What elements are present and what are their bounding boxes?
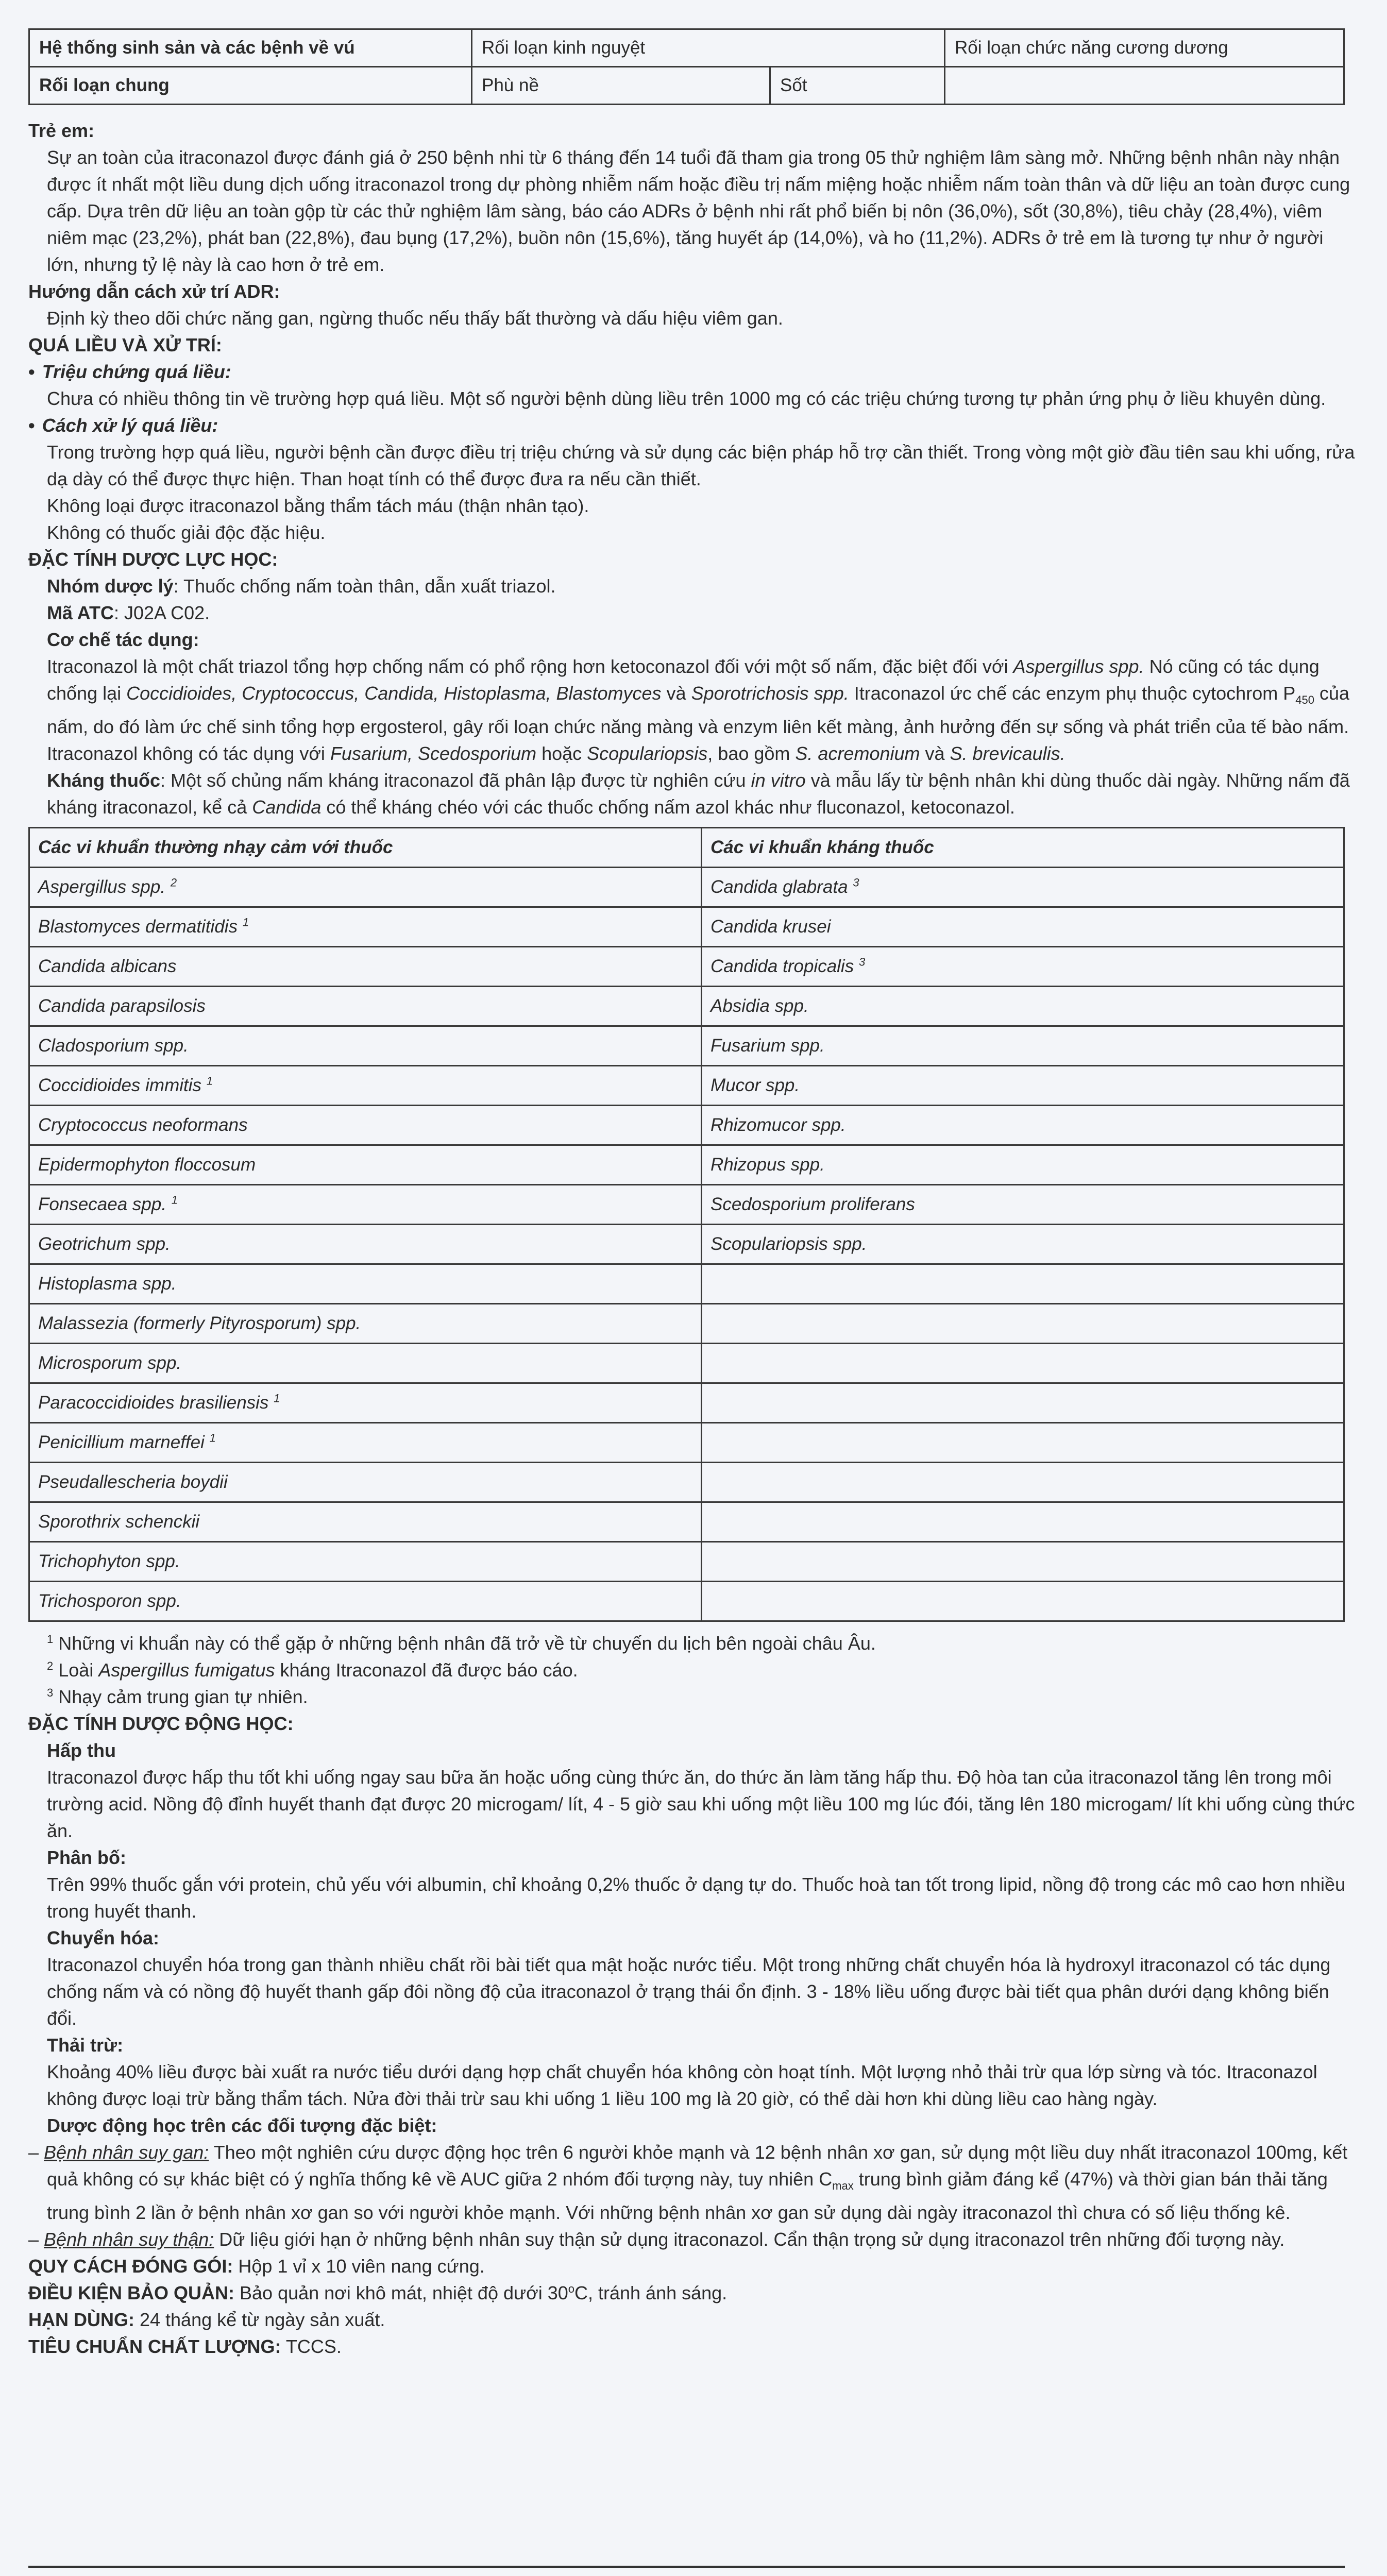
absorption-heading: Hấp thu	[47, 1740, 116, 1761]
organism-name: Fonsecaea spp.	[38, 1194, 167, 1215]
spectrum-table	[28, 827, 1345, 1622]
footnote-2	[28, 1657, 1360, 1684]
resistant-organism-cell	[702, 1185, 1344, 1225]
resistant-organism-cell	[702, 868, 1344, 907]
resistant-organism-cell	[702, 907, 1344, 947]
table-row	[29, 1542, 1344, 1582]
spectrum-table-body	[29, 868, 1344, 1621]
sensitive-organism-cell	[29, 1542, 702, 1582]
footnote-text: Những vi khuẩn này có thể gặp ở những bệnh nhân đã trở về từ chuyến du lịch bên ngoài châu Âu.	[58, 1633, 876, 1654]
footnote-text: Nhạy cảm trung gian tự nhiên.	[58, 1686, 308, 1708]
text-span: Sporotrichosis spp.	[691, 683, 849, 704]
storage-text: Bảo quản nơi khô mát, nhiệt độ dưới 30	[234, 2282, 568, 2304]
resistant-organism-cell	[702, 987, 1344, 1026]
text-span: , bao gồm	[707, 743, 796, 765]
organism-name: Cladosporium spp.	[38, 1036, 189, 1056]
pharmacodynamics-heading: ĐẶC TÍNH DƯỢC LỰC HỌC:	[28, 549, 278, 570]
organism-name: Candida albicans	[38, 956, 177, 977]
liver-impairment-text	[28, 2139, 1360, 2226]
standard-label: TIÊU CHUẨN CHẤT LƯỢNG:	[28, 2336, 281, 2358]
table-row	[29, 1344, 1344, 1383]
footnote-3	[28, 1684, 1360, 1710]
effect-cell: Phù nề	[472, 67, 770, 105]
resistant-organism-cell	[702, 1106, 1344, 1145]
packaging-text: Hộp 1 vỉ x 10 viên nang cứng.	[233, 2256, 485, 2277]
sensitive-organism-cell	[29, 1502, 702, 1542]
organism-name: Histoplasma spp.	[38, 1274, 177, 1294]
organism-name: Microsporum spp.	[38, 1353, 182, 1374]
text-span: và	[661, 683, 691, 704]
table-header-row	[29, 828, 1344, 868]
text-span: Theo một nghiên cứu dược động học trên 6 người khỏe mạnh và 12 bệnh nhân xơ gan, sử dụng một liều duy nhất itraconazol 100mg, kết quả không có sự khác biệt có ý nghĩa thống kê về AUC giữa 2 nhóm đối tượng này, tuy nhiên C	[47, 2142, 1348, 2190]
organism-name: Mucor spp.	[711, 1075, 800, 1096]
column-header-resistant: Các vi khuẩn kháng thuốc	[702, 828, 1344, 868]
atc-label: Mã ATC	[47, 602, 114, 623]
table-row	[29, 868, 1344, 907]
resistant-organism-cell	[702, 947, 1344, 987]
text-span: Nó cũng có tác dụng chống lại	[47, 656, 1320, 704]
table-row	[29, 1582, 1344, 1621]
organism-name: Aspergillus spp.	[38, 877, 166, 897]
text-span: in vitro	[751, 770, 806, 791]
footnote-text: kháng Itraconazol đã được báo cáo.	[275, 1659, 578, 1681]
overdose-line: Không có thuốc giải độc đặc hiệu.	[47, 522, 326, 543]
sensitive-organism-cell	[29, 1383, 702, 1423]
resistance-text	[28, 767, 1360, 821]
resistant-organism-cell	[702, 1145, 1344, 1185]
organism-name: Trichophyton spp.	[38, 1551, 180, 1572]
organism-name: Rhizomucor spp.	[711, 1115, 846, 1136]
atc-code	[28, 600, 1360, 626]
sensitive-organism-cell	[29, 1344, 702, 1383]
footnote-text: Aspergillus fumigatus	[98, 1659, 275, 1681]
organism-name: Trichosporon spp.	[38, 1591, 181, 1612]
footnote-marker: 1	[47, 1633, 54, 1646]
footer-divider	[28, 2566, 1345, 2568]
manufacturer-footer	[28, 2566, 1345, 2576]
table-row	[29, 1225, 1344, 1264]
subscript: 450	[1295, 693, 1314, 707]
resistant-organism-cell	[702, 1304, 1344, 1344]
column-header-sensitive: Các vi khuẩn thường nhạy cảm với thuốc	[29, 828, 702, 868]
organism-name: Scedosporium proliferans	[711, 1194, 915, 1215]
degree-sign: o	[568, 2282, 574, 2296]
footnote-marker: 1	[171, 1193, 178, 1207]
distribution-heading: Phân bố:	[47, 1847, 126, 1869]
table-row	[29, 67, 1344, 105]
sensitive-organism-cell	[29, 1582, 702, 1621]
organism-name: Malassezia (formerly Pityrosporum) spp.	[38, 1313, 361, 1334]
footnote-1	[28, 1630, 1360, 1657]
organism-name: Penicillium marneffei	[38, 1432, 205, 1453]
table-row	[29, 1066, 1344, 1106]
organism-name: Blastomyces dermatitidis	[38, 917, 238, 937]
sensitive-organism-cell	[29, 1066, 702, 1106]
overdose-handling-title: • Cách xử lý quá liều:	[28, 412, 1360, 439]
children-text: Sự an toàn của itraconazol được đánh giá ở 250 bệnh nhi từ 6 tháng đến 14 tuổi đã tham gia trong 05 thử nghiệm lâm sàng mở. Những bệnh nhân này nhận được ít nhất một liều dung dịch uống itraconazol trong dự phòng nhiễm nấm hoặc điều trị nấm miệng hoặc nhiễm nấm toàn thân và dữ liệu an toàn được cung cấp. Dựa trên dữ liệu an toàn gộp từ các thử nghiệm lâm sàng, báo cáo ADRs ở bệnh nhi rất phổ biến bị nôn (36,0%), sốt (30,8%), tiêu chảy (28,4%), viêm niêm mạc (23,2%), phát ban (22,8%), đau bụng (17,2%), buồn nôn (15,6%), tăng huyết áp (14,0%), và ho (11,2%). ADRs ở trẻ em là tương tự như ở người lớn, nhưng tỷ lệ này là cao hơn ở trẻ em.	[47, 147, 1350, 275]
footnote-marker: 3	[858, 955, 866, 969]
resistant-organism-cell	[702, 1225, 1344, 1264]
organism-name: Geotrichum spp.	[38, 1234, 171, 1255]
text-span: S. brevicaulis.	[950, 743, 1065, 765]
sensitive-organism-cell	[29, 1304, 702, 1344]
footnote-marker: 3	[47, 1686, 54, 1700]
table-row	[29, 1106, 1344, 1145]
organism-name: Epidermophyton floccosum	[38, 1155, 256, 1175]
pharmacokinetics-heading: ĐẶC TÍNH DƯỢC ĐỘNG HỌC:	[28, 1713, 294, 1735]
table-row	[29, 1185, 1344, 1225]
group-text: : Thuốc chống nấm toàn thân, dẫn xuất triazol.	[173, 575, 556, 597]
table-row	[29, 907, 1344, 947]
footnotes	[28, 1630, 1360, 1710]
metabolism-text: Itraconazol chuyển hóa trong gan thành nhiều chất rồi bài tiết qua mật hoặc nước tiểu. Một trong những chất chuyển hóa là hydroxyl itraconazol có tác dụng chống nấm và có nồng độ huyết thanh gấp đôi nồng độ của itraconazol ở trạng thái ổn định. 3 - 18% liều uống được bài tiết qua phân dưới dạng không biến đổi.	[47, 1954, 1331, 2029]
footnote-marker: 1	[242, 916, 249, 929]
liver-label: Bệnh nhân suy gan:	[44, 2142, 209, 2163]
resistant-organism-cell	[702, 1423, 1344, 1463]
overdose-line: Không loại được itraconazol bằng thẩm tách máu (thận nhân tạo).	[47, 495, 589, 516]
absorption-text: Itraconazol được hấp thu tốt khi uống ngay sau bữa ăn hoặc uống cùng thức ăn, do thức ăn làm tăng hấp thu. Độ hòa tan của itraconazol tăng lên trong môi trường acid. Nồng độ đỉnh huyết thanh đạt được 20 microgam/ lít, 4 - 5 giờ sau khi uống một liều 100 mg lúc đói, tăng lên 180 microgam/ lít khi uống cùng thức ăn.	[47, 1767, 1355, 1842]
text-span: Itraconazol ức chế các enzym phụ thuộc cytochrom P	[849, 683, 1296, 704]
text-span: và mẫu lấy từ bệnh nhân khi dùng thuốc dài ngày. Những nấm đã kháng itraconazol, kể cả	[47, 770, 1350, 818]
packaging-line	[28, 2253, 1360, 2280]
organism-name: Candida tropicalis	[711, 956, 854, 977]
elimination-heading: Thải trừ:	[47, 2035, 124, 2056]
organism-name: Fusarium spp.	[711, 1036, 825, 1056]
kidney-impairment-text	[28, 2226, 1360, 2253]
resistant-organism-cell	[702, 1066, 1344, 1106]
organism-name: Absidia spp.	[711, 996, 809, 1016]
subscript: max	[832, 2179, 854, 2193]
elimination-text: Khoảng 40% liều được bài xuất ra nước tiểu dưới dạng hợp chất chuyển hóa không còn hoạt tính. Một lượng nhỏ thải trừ qua lớp sừng và tóc. Itraconazol không được loại trừ bằng thẩm tách. Nửa đời thải trừ sau khi uống 1 liều 100 mg là 20 giờ, có thể dài hơn khi dùng liều cao hàng ngày.	[47, 2061, 1317, 2110]
sensitive-organism-cell	[29, 1264, 702, 1304]
text-span: và	[920, 743, 950, 765]
effect-cell: Rối loạn kinh nguyệt	[472, 29, 945, 67]
text-span: Coccidioides, Cryptococcus, Candida, Histoplasma, Blastomyces	[126, 683, 662, 704]
overdose-handling-text: Trong trường hợp quá liều, người bệnh cần được điều trị triệu chứng và sử dụng các biện pháp hỗ trợ cần thiết. Trong vòng một giờ đầu tiên sau khi uống, rửa dạ dày có thể được thực hiện. Than hoạt tính có thể được đưa ra nếu cần thiết.	[47, 442, 1355, 489]
footnote-marker: 1	[206, 1074, 213, 1088]
footnote-marker: 3	[853, 876, 859, 889]
children-heading: Trẻ em:	[28, 120, 95, 141]
distribution-text: Trên 99% thuốc gắn với protein, chủ yếu với albumin, chỉ khoảng 0,2% thuốc ở dạng tự do. Thuốc hoà tan tốt trong lipid, nồng độ trong các mô cao hơn nhiều trong huyết thanh.	[47, 1874, 1346, 1922]
pharmacologic-group	[28, 573, 1360, 600]
text-span: Fusarium, Scedosporium	[330, 743, 537, 765]
leaflet-body	[28, 28, 1360, 2360]
effect-cell: Sốt	[770, 67, 945, 105]
organism-name: Scopulariopsis spp.	[711, 1234, 867, 1255]
table-row	[29, 1383, 1344, 1423]
mechanism-text	[28, 653, 1360, 740]
resistance-label: Kháng thuốc	[47, 770, 160, 791]
resistant-organism-cell	[702, 1344, 1344, 1383]
storage-label: ĐIỀU KIỆN BẢO QUẢN:	[28, 2282, 235, 2304]
organism-name: Paracoccidioides brasiliensis	[38, 1393, 269, 1413]
text-span: Itraconazol là một chất triazol tổng hợp chống nấm có phổ rộng hơn ketoconazol đối với một số nấm, đặc biệt đối với	[47, 656, 1013, 677]
sensitive-organism-cell	[29, 1185, 702, 1225]
organism-name: Candida glabrata	[711, 877, 848, 897]
text-span: : Một số chủng nấm kháng itraconazol đã phân lập được từ nghiên cứu	[160, 770, 751, 791]
adverse-effects-table	[28, 28, 1345, 105]
table-row	[29, 29, 1344, 67]
sensitive-organism-cell	[29, 1026, 702, 1066]
text-span: hoặc	[536, 743, 587, 765]
kidney-label: Bệnh nhân suy thận:	[44, 2229, 214, 2250]
adr-heading: Hướng dẫn cách xử trí ADR:	[28, 281, 280, 302]
sensitive-organism-cell	[29, 907, 702, 947]
mechanism-heading: Cơ chế tác dụng:	[47, 629, 199, 650]
resistant-organism-cell	[702, 1542, 1344, 1582]
table-row	[29, 1026, 1344, 1066]
resistant-organism-cell	[702, 1026, 1344, 1066]
standard-text: TCCS.	[281, 2336, 342, 2358]
adr-text: Định kỳ theo dõi chức năng gan, ngừng thuốc nếu thấy bất thường và dấu hiệu viêm gan.	[47, 308, 783, 329]
organism-name: Pseudallescheria boydii	[38, 1472, 228, 1493]
table-row	[29, 1423, 1344, 1463]
packaging-label: QUY CÁCH ĐÓNG GÓI:	[28, 2256, 233, 2277]
organism-name: Candida krusei	[711, 917, 831, 937]
table-row	[29, 1145, 1344, 1185]
sensitive-organism-cell	[29, 1423, 702, 1463]
table-row	[29, 1304, 1344, 1344]
table-row	[29, 1502, 1344, 1542]
text-span: Candida	[252, 796, 322, 818]
text-span: có thể kháng chéo với các thuốc chống nấm azol khác như fluconazol, ketoconazol.	[321, 796, 1015, 818]
table-row	[29, 987, 1344, 1026]
expiry-text: 24 tháng kể từ ngày sản xuất.	[134, 2309, 385, 2331]
sensitive-organism-cell	[29, 868, 702, 907]
overdose-symptoms-title: • Triệu chứng quá liều:	[28, 359, 1360, 385]
sensitive-organism-cell	[29, 987, 702, 1026]
text-span: trung bình giảm đáng kể (47%) và thời gian bán thải tăng trung bình 2 lần ở bệnh nhân xơ gan so với người khỏe mạnh. Với những bệnh nhân xơ gan sử dụng dài ngày itraconazol thì chưa có số liệu thống kê.	[47, 2168, 1328, 2224]
organism-name: Sporothrix schenckii	[38, 1512, 200, 1532]
text-span: của nấm, do đó làm ức chế sinh tổng hợp ergosterol, gây rối loạn chức năng màng và enzym liên kết màng, ảnh hưởng đến sự sống và phát triển của tế bào nấm.	[47, 683, 1349, 738]
table-row	[29, 1463, 1344, 1502]
text-span: Aspergillus spp.	[1013, 656, 1144, 677]
storage-text: C, tránh ánh sáng.	[574, 2282, 728, 2304]
organism-name: Cryptococcus neoformans	[38, 1115, 248, 1136]
resistant-organism-cell	[702, 1463, 1344, 1502]
text-span: Dữ liệu giới hạn ở những bệnh nhân suy thận sử dụng itraconazol. Cẩn thận trọng sử dụng itraconazol trên những đối tượng này.	[214, 2229, 1285, 2250]
sensitive-organism-cell	[29, 947, 702, 987]
table-row	[29, 1264, 1344, 1304]
sensitive-organism-cell	[29, 1225, 702, 1264]
footnote-marker: 2	[170, 876, 177, 889]
special-populations-heading: Dược động học trên các đối tượng đặc biệt:	[47, 2115, 437, 2137]
effect-cell: Rối loạn chức năng cương dương	[945, 29, 1344, 67]
text-span: Itraconazol không có tác dụng với	[47, 743, 330, 765]
sensitive-organism-cell	[29, 1106, 702, 1145]
table-row	[29, 947, 1344, 987]
footnote-text: Loài	[58, 1659, 99, 1681]
expiry-line	[28, 2307, 1360, 2333]
expiry-label: HẠN DÙNG:	[28, 2309, 134, 2331]
footnote-marker: 2	[47, 1659, 54, 1673]
organ-system-cell: Rối loạn chung	[29, 67, 472, 105]
resistant-organism-cell	[702, 1383, 1344, 1423]
atc-text: : J02A C02.	[114, 602, 210, 623]
organism-name: Candida parapsilosis	[38, 996, 206, 1016]
sensitive-organism-cell	[29, 1463, 702, 1502]
sensitive-organism-cell	[29, 1145, 702, 1185]
mechanism-text-2	[28, 740, 1360, 767]
metabolism-heading: Chuyển hóa:	[47, 1927, 160, 1949]
overdose-heading: QUÁ LIỀU VÀ XỬ TRÍ:	[28, 334, 222, 355]
text-span: S. acremonium	[795, 743, 920, 765]
resistant-organism-cell	[702, 1502, 1344, 1542]
text-span: Scopulariopsis	[587, 743, 708, 765]
footnote-marker: 1	[274, 1392, 280, 1405]
resistant-organism-cell	[702, 1582, 1344, 1621]
organism-name: Coccidioides immitis	[38, 1075, 202, 1096]
footnote-marker: 1	[209, 1431, 216, 1445]
empty-cell	[945, 67, 1344, 105]
overdose-symptoms-text: Chưa có nhiều thông tin về trường hợp quá liều. Một số người bệnh dùng liều trên 1000 mg có các triệu chứng tương tự phản ứng phụ ở liều khuyên dùng.	[47, 388, 1326, 409]
storage-line	[28, 2280, 1360, 2307]
group-label: Nhóm dược lý	[47, 575, 174, 597]
resistant-organism-cell	[702, 1264, 1344, 1304]
organ-system-cell: Hệ thống sinh sản và các bệnh về vú	[29, 29, 472, 67]
standard-line	[28, 2333, 1360, 2360]
organism-name: Rhizopus spp.	[711, 1155, 825, 1175]
